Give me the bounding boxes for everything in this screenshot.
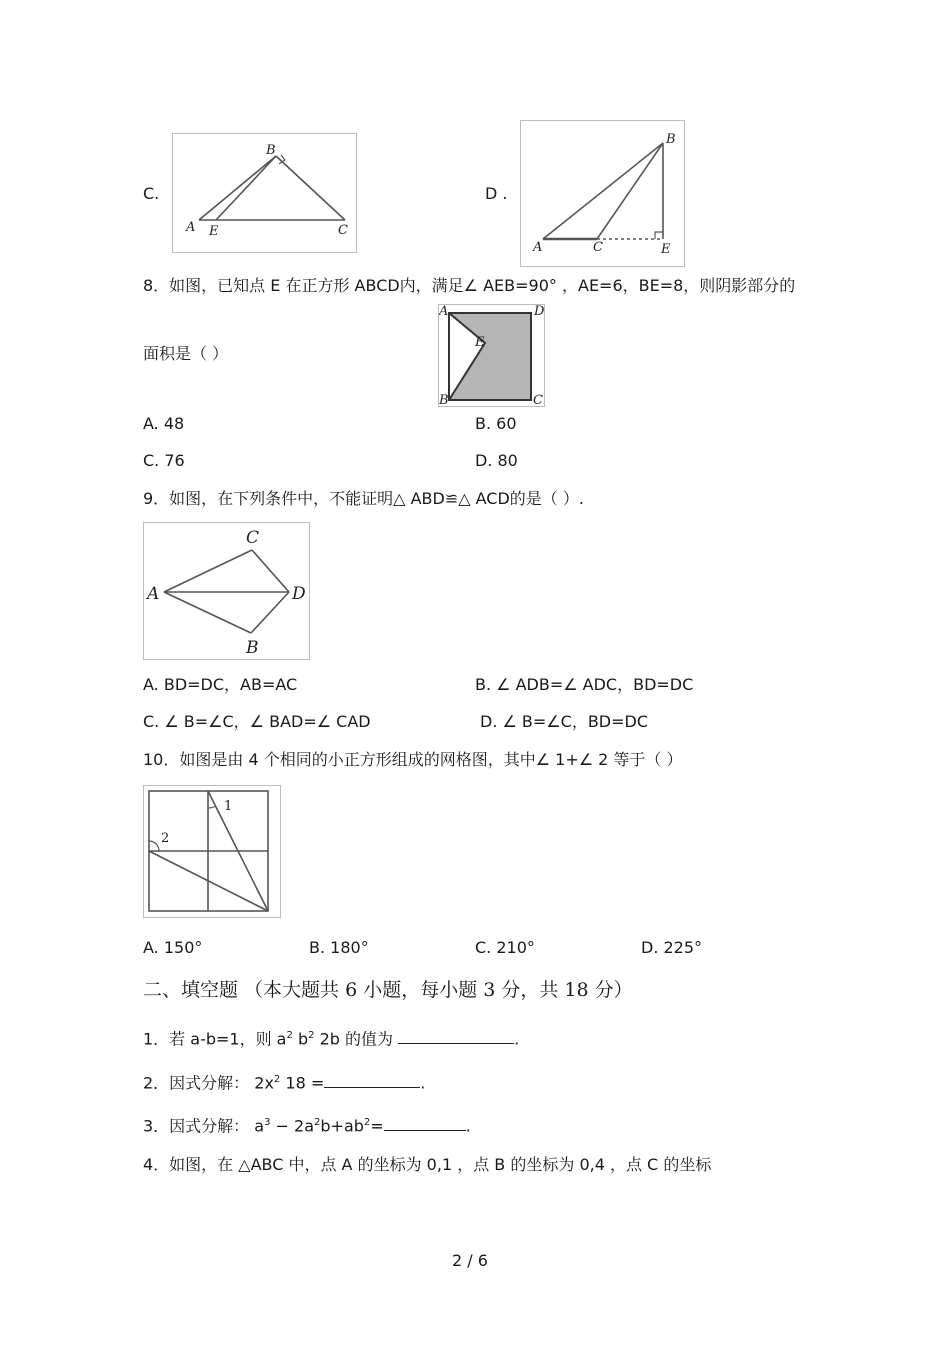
fig8-label-b: B [439, 393, 449, 406]
fig-c-label-e: E [209, 224, 219, 239]
fill-q3 [143, 1113, 471, 1136]
fill-q2-suffix: 18 = [280, 1073, 325, 1093]
q9-option-c[interactable]: C. ∠ B=∠C，∠ BAD=∠ CAD [143, 712, 371, 731]
fill-q3-answer-blank[interactable] [384, 1116, 466, 1131]
fill-q1-exp1: 2 [286, 1030, 293, 1041]
q10-option-b[interactable]: B. 180° [309, 938, 369, 957]
q8-option-c[interactable]: C. 76 [143, 451, 185, 470]
q9-figure [143, 522, 310, 660]
q7-figure-d [520, 120, 685, 267]
fig-c-label-c: C [338, 223, 348, 238]
q7-option-c-label: C. [143, 184, 160, 203]
fig-d-label-e: E [661, 242, 671, 257]
fig8-label-c: C [533, 393, 543, 406]
fill-q3-period: . [465, 1116, 471, 1136]
fill-q1 [143, 1026, 519, 1049]
fill-q1-period: . [514, 1029, 520, 1049]
q8-option-d[interactable]: D. 80 [475, 451, 518, 470]
fig10-label-1: 1 [224, 799, 233, 814]
q10-option-c[interactable]: C. 210° [475, 938, 535, 957]
fig10-label-2: 2 [161, 831, 170, 846]
fig-d-label-c: C [593, 240, 603, 255]
fill-q2-prefix: 2．因式分解： 2x [143, 1073, 274, 1093]
q8-question-line2: 面积是（ ） [143, 344, 229, 363]
q8-question-line1: 8．如图，已知点 E 在正方形 ABCD内，满足∠ AEB=90° ，AE=6，BE=8，则阴影部分的 [143, 276, 796, 295]
q10-figure [143, 785, 281, 918]
q9-option-d[interactable]: D. ∠ B=∠C，BD=DC [480, 712, 649, 731]
fill-q3-suffix: = [370, 1116, 384, 1136]
fill-q1-exp2: 2 [308, 1030, 315, 1041]
q8-option-a[interactable]: A. 48 [143, 414, 185, 433]
fill-q2-period: . [420, 1073, 426, 1093]
fill-q1-prefix: 1．若 a-b=1，则 a [143, 1029, 287, 1049]
fill-q4: 4．如图，在 △ABC 中，点 A 的坐标为 0,1 ，点 B 的坐标为 0,4 ，点 C 的坐标 [143, 1155, 712, 1174]
q9-option-a[interactable]: A. BD=DC，AB=AC [143, 675, 298, 694]
q8-option-b[interactable]: B. 60 [475, 414, 517, 433]
fill-q3-exp3: 2 [363, 1117, 371, 1128]
fig9-label-b: B [246, 638, 259, 658]
q7-option-d-label: D . [485, 184, 508, 203]
q10-option-a[interactable]: A. 150° [143, 938, 203, 957]
fig-c-label-b: B [266, 143, 276, 158]
fig8-label-e: E [475, 335, 485, 350]
fill-q1-answer-blank[interactable] [398, 1029, 514, 1044]
section-2-heading: 二、填空题 （本大题共 6 小题，每小题 3 分，共 18 分） [143, 979, 633, 1001]
fig9-label-a: A [147, 584, 160, 604]
fig8-label-a: A [439, 305, 449, 319]
q10-option-d[interactable]: D. 225° [641, 938, 703, 957]
fig9-label-d: D [292, 584, 306, 604]
q9-question: 9．如图，在下列条件中，不能证明△ ABD≌△ ACD的是（ ）. [143, 489, 584, 508]
fill-q2-exp: 2 [273, 1074, 281, 1085]
fill-q3-exp1: 3 [264, 1117, 271, 1128]
q8-figure [438, 304, 545, 407]
fig-d-label-b: B [666, 132, 676, 147]
fill-q2-answer-blank[interactable] [324, 1073, 420, 1088]
fill-q3-mid2: b+ab [320, 1116, 364, 1136]
fill-q1-suffix: 2b 的值为 [314, 1029, 393, 1049]
fill-q3-prefix: 3．因式分解： a [143, 1116, 265, 1136]
fill-q2 [143, 1070, 425, 1093]
q10-question: 10．如图是由 4 个相同的小正方形组成的网格图，其中∠ 1+∠ 2 等于（ ） [143, 750, 683, 769]
fill-q1-mid: b [292, 1029, 309, 1049]
q9-option-b[interactable]: B. ∠ ADB=∠ ADC，BD=DC [475, 675, 694, 694]
fig9-label-c: C [246, 528, 260, 548]
fig-c-label-a: A [186, 220, 196, 235]
fill-q3-mid1: − 2a [270, 1116, 315, 1136]
q7-figure-c [172, 133, 357, 253]
fill-q3-exp2: 2 [314, 1117, 321, 1128]
fig8-label-d: D [534, 305, 544, 319]
fig-d-label-a: A [533, 240, 543, 255]
page-number: 2 / 6 [452, 1251, 488, 1270]
